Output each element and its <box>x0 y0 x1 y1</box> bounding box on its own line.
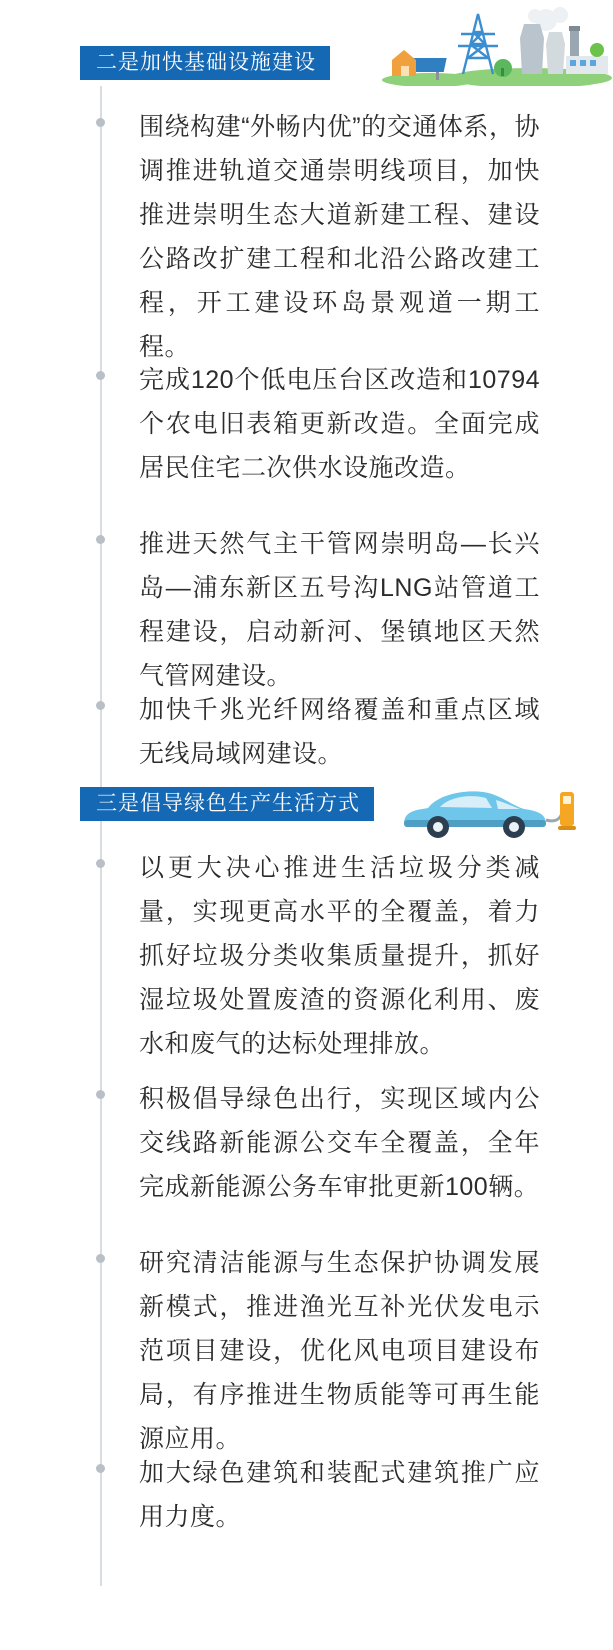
bullet-dot-icon <box>96 1090 105 1099</box>
bullet-dot-icon <box>96 371 105 380</box>
list-item <box>80 688 540 776</box>
power-plant-illustration <box>370 0 613 86</box>
bullet-dot-icon <box>96 1464 105 1473</box>
bullet-text: 加快千兆光纤网络覆盖和重点区域无线局域网建设。 <box>139 696 540 768</box>
bullet-dot-icon <box>96 535 105 544</box>
bullet-text: 积极倡导绿色出行，实现区域内公交线路新能源公交车全覆盖，全年完成新能源公务车审批更新100辆。 <box>139 1085 540 1201</box>
list-item <box>80 846 540 1066</box>
section-header-3 <box>80 787 374 821</box>
bullet-text: 研究清洁能源与生态保护协调发展新模式，推进渔光互补光伏发电示范项目建设，优化风电项目建设布局，有序推进生物质能等可再生能源应用。 <box>139 1249 540 1453</box>
bullet-dot-icon <box>96 859 105 868</box>
list-item <box>80 522 540 698</box>
list-item <box>80 358 540 490</box>
list-item <box>80 105 540 369</box>
bullet-text: 完成120个低电压台区改造和10794个农电旧表箱更新改造。全面完成居民住宅二次供水设施改造。 <box>139 366 540 482</box>
bullet-text: 加大绿色建筑和装配式建筑推广应用力度。 <box>139 1459 540 1531</box>
bullet-dot-icon <box>96 118 105 127</box>
electric-car-charging-illustration <box>396 780 596 842</box>
section-title: 二是加快基础设施建设 <box>96 51 316 74</box>
bullet-dot-icon <box>96 701 105 710</box>
bullet-text: 推进天然气主干管网崇明岛—长兴岛—浦东新区五号沟LNG站管道工程建设，启动新河、堡镇地区天然气管网建设。 <box>139 530 540 690</box>
section-header-2 <box>80 46 330 80</box>
list-item <box>80 1451 540 1539</box>
section-title: 三是倡导绿色生产生活方式 <box>96 792 360 815</box>
bullet-text: 围绕构建“外畅内优”的交通体系，协调推进轨道交通崇明线项目，加快推进崇明生态大道新建工程、建设公路改扩建工程和北沿公路改建工程，开工建设环岛景观道一期工程。 <box>139 113 540 361</box>
bullet-dot-icon <box>96 1254 105 1263</box>
list-item <box>80 1241 540 1461</box>
list-item <box>80 1077 540 1209</box>
bullet-text: 以更大决心推进生活垃圾分类减量，实现更高水平的全覆盖，着力抓好垃圾分类收集质量提升，抓好湿垃圾处置废渣的资源化利用、废水和废气的达标处理排放。 <box>139 854 540 1058</box>
